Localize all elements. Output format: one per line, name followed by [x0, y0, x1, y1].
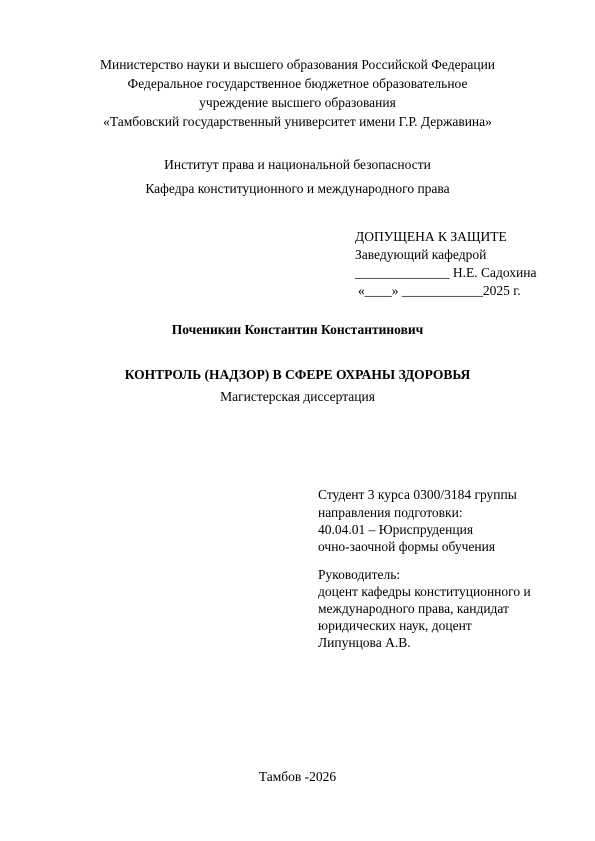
supervisor-label: Руководитель:: [318, 567, 401, 582]
author-name: Поченикин Константин Константинович: [171, 322, 424, 337]
supervisor-line-1: доцент кафедры конституционного и: [318, 584, 531, 599]
approval-role: Заведующий кафедрой: [355, 247, 487, 262]
city-year: Тамбов -2026: [258, 769, 337, 784]
supervisor-line-2: международного права, кандидат: [318, 601, 509, 616]
supervisor-name: Липунцова А.В.: [318, 635, 411, 650]
institute-name: Институт права и национальной безопасности: [164, 157, 431, 172]
student-line-2: направления подготовки:: [318, 505, 463, 520]
student-line-4: очно-заочной формы обучения: [318, 539, 496, 554]
approval-date-line: «____» ____________2025 г.: [358, 283, 521, 298]
institution-type-line: Федеральное государственное бюджетное образовательное: [127, 76, 468, 91]
approval-signature-line: ______________ Н.Е. Садохина: [355, 265, 537, 280]
approval-title: ДОПУЩЕНА К ЗАЩИТЕ: [355, 229, 507, 244]
work-type: Магистерская диссертация: [220, 389, 375, 404]
student-line-1: Студент 3 курса 0300/3184 группы: [318, 487, 517, 502]
ministry-line: Министерство науки и высшего образования Российской Федерации: [99, 57, 496, 72]
work-title: КОНТРОЛЬ (НАДЗОР) В СФЕРЕ ОХРАНЫ ЗДОРОВЬЯ: [124, 367, 471, 382]
university-name: «Тамбовский государственный университет имени Г.Р. Державина»: [103, 114, 492, 129]
department-name: Кафедра конституционного и международного права: [145, 181, 450, 196]
institution-type-line-2: учреждение высшего образования: [199, 95, 396, 110]
supervisor-line-3: юридических наук, доцент: [318, 618, 472, 633]
student-line-3: 40.04.01 – Юриспруденция: [318, 522, 474, 537]
